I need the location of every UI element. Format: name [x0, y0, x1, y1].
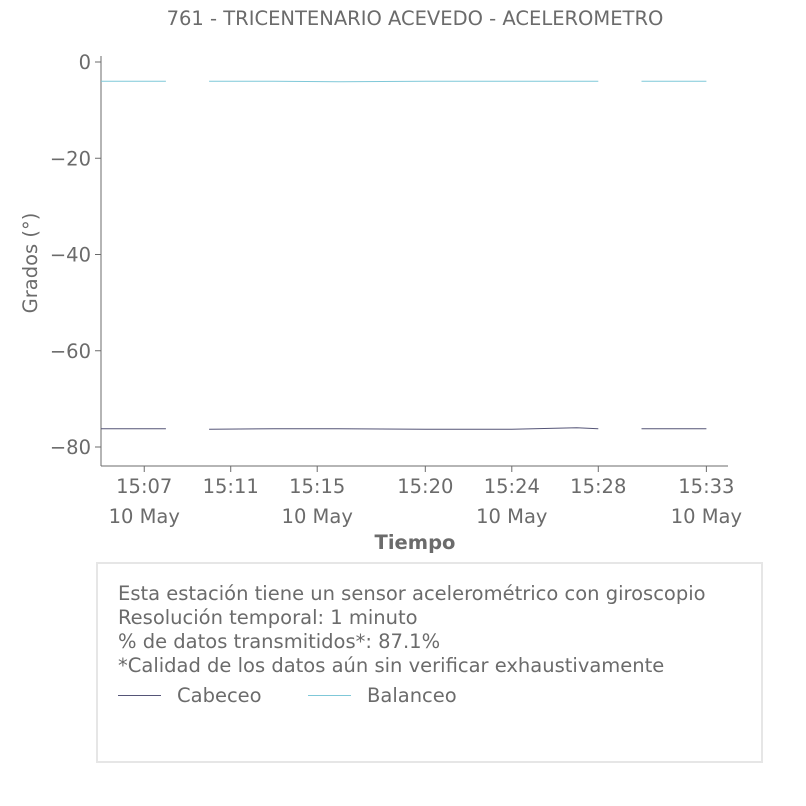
x-tick-label: 15:24	[483, 475, 540, 498]
legend-label-balanceo: Balanceo	[367, 683, 457, 707]
chart-title: 761 - TRICENTENARIO ACEVEDO - ACELEROMETRO	[166, 7, 664, 30]
legend-item-balanceo[interactable]	[308, 683, 457, 707]
x-tick-label: 15:11	[202, 475, 259, 498]
x-tick-date-label: 10 May	[670, 505, 743, 528]
series-line-cabeceo	[209, 428, 598, 429]
x-axis-label: Tiempo	[374, 531, 456, 554]
legend-info-transmitted: % de datos transmitidos*: 87.1%	[118, 630, 441, 653]
x-tick-label: 15:28	[570, 475, 627, 498]
x-tick-label: 15:20	[397, 475, 454, 498]
y-tick-label: −20	[49, 147, 91, 171]
x-tick-date-label: 10 May	[108, 505, 180, 528]
x-tick-label: 15:15	[289, 475, 346, 498]
plot-area	[101, 81, 706, 429]
legend-info-quality: *Calidad de los datos aún sin verificar exhaustivamente	[118, 654, 665, 677]
y-tick-label: 0	[78, 51, 91, 74]
legend-swatch-balanceo	[308, 695, 351, 696]
y-tick-label: −40	[49, 243, 91, 267]
y-tick-label: −60	[49, 339, 91, 363]
legend-item-cabeceo[interactable]	[118, 683, 262, 707]
y-axis-label: Grados (°)	[19, 212, 42, 314]
legend-swatch-cabeceo	[118, 695, 161, 696]
x-tick-label: 15:07	[116, 475, 173, 498]
legend-label-cabeceo: Cabeceo	[177, 683, 262, 707]
x-tick-date-label: 10 May	[476, 505, 548, 528]
y-tick-label: −80	[49, 436, 91, 459]
axes	[50, 51, 742, 528]
legend-box	[96, 562, 763, 763]
x-tick-date-label: 10 May	[281, 505, 353, 528]
x-tick-label: 15:33	[678, 475, 735, 498]
legend-info-sensor: Esta estación tiene un sensor acelerométrico con giroscopio	[118, 582, 706, 605]
legend-info-resolution: Resolución temporal: 1 minuto	[118, 606, 418, 629]
